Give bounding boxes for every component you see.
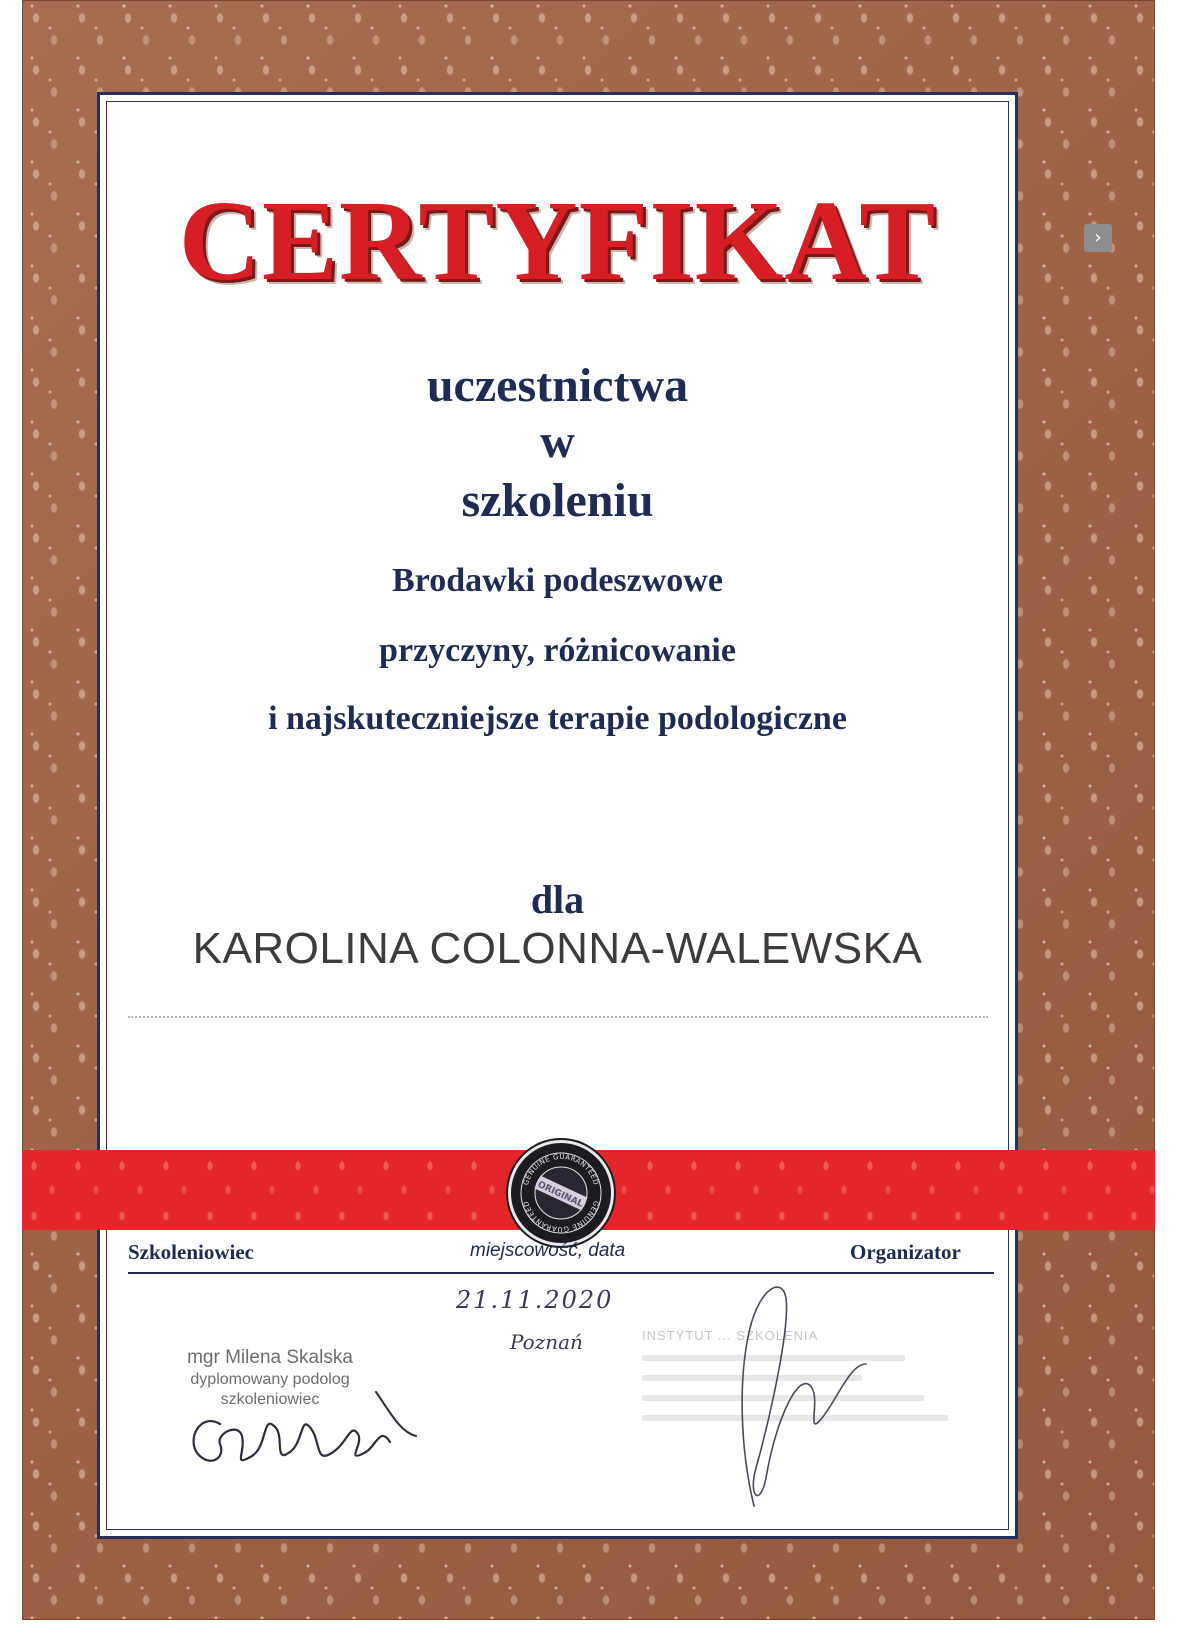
- training-topic-line-2: przyczyny, różnicowanie: [379, 632, 736, 669]
- training-topic-line-3: i najskuteczniejsze terapie podologiczne: [268, 700, 847, 737]
- for-label: dla: [530, 877, 585, 922]
- original-seal: [508, 1140, 614, 1246]
- chevron-right-icon: ›: [1094, 227, 1102, 248]
- subtitle-line-1: uczestnictwa: [426, 359, 689, 412]
- subtitle-line-3: szkoleniu: [461, 474, 654, 527]
- trainer-role-line-2: szkoleniowiec: [220, 1391, 320, 1408]
- next-page-button[interactable]: [1084, 224, 1112, 252]
- seal-text-bottom: GENUINE GUARANTEED: [521, 1199, 601, 1234]
- seal-graphic: [511, 1143, 611, 1243]
- seal-text-center: ORIGINAL: [535, 1179, 585, 1210]
- trainer-name: mgr Milena Skalska: [187, 1347, 353, 1368]
- trainer-role-line-1: dyplomowany podolog: [190, 1371, 350, 1388]
- trainer-label: Szkoleniowiec: [128, 1240, 254, 1264]
- recipient-name: KAROLINA COLONNA-WALEWSKA: [192, 924, 923, 973]
- name-dotted-line: [128, 1016, 988, 1018]
- handwritten-place: Poznań: [510, 1330, 583, 1354]
- organizer-label: Organizator: [850, 1240, 961, 1264]
- certificate-title: CERTYFIKAT: [178, 177, 937, 304]
- organizer-stamp-title: INSTYTUT ... SZKOLENIA: [642, 1328, 819, 1343]
- trainer-signature: [180, 1372, 440, 1482]
- place-date-label: miejscowość, data: [470, 1240, 626, 1261]
- subtitle-line-2: w: [540, 415, 575, 468]
- seal-text-top: GENUINE GUARANTEED: [521, 1152, 601, 1187]
- organizer-signature: [690, 1268, 890, 1518]
- handwritten-date: 21.11.2020: [456, 1286, 614, 1314]
- training-topic-line-1: Brodawki podeszwowe: [392, 562, 723, 599]
